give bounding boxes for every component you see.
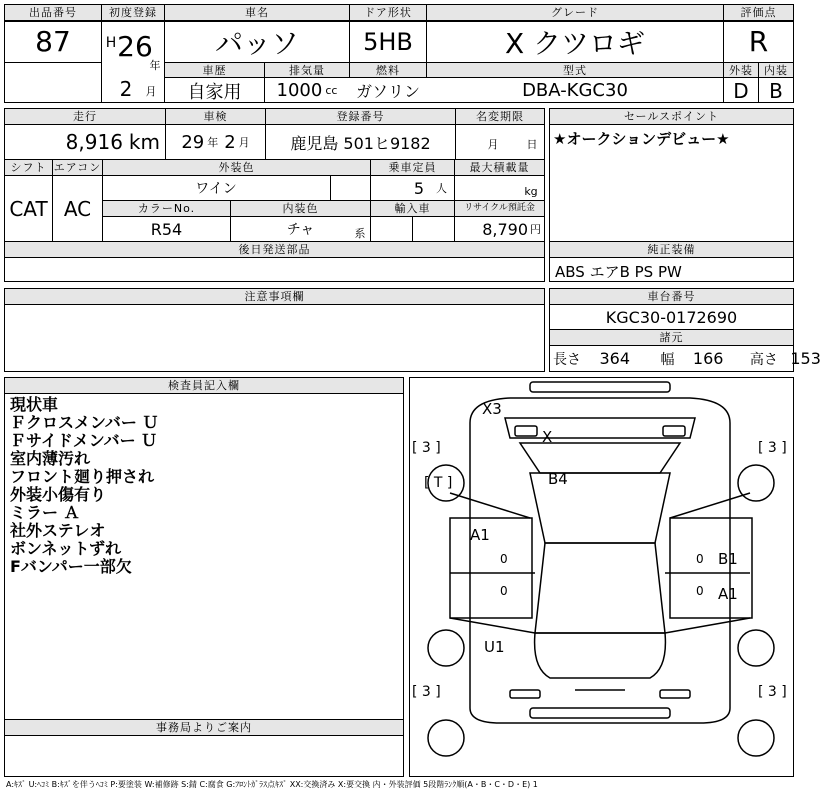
score: R — [748, 25, 769, 58]
mark-x: X — [542, 428, 553, 446]
interior-grade: B — [769, 78, 783, 103]
capacity-label: 乗車定員 — [370, 159, 455, 176]
first-reg-era: H — [105, 35, 117, 51]
standard-equipment: ABS エアB PS PW — [555, 263, 682, 281]
car-name-label: 車名 — [164, 4, 350, 21]
spec-height-label: 高さ — [749, 352, 778, 368]
spec-length-label: 長さ — [553, 352, 581, 368]
lot-no-label: 出品番号 — [4, 4, 102, 21]
mark-a1-right: A1 — [718, 585, 738, 603]
first-reg-label: 初度登録 — [101, 4, 165, 21]
grade: X クツロギ — [504, 26, 646, 60]
legend: A:ｷｽﾞ U:ﾍｺﾐ B:ｷｽﾞを伴うﾍｺﾐ P:要塗装 W:補修跡 S:錆 C:腐食 G:ﾌﾛﾝﾄｶﾞﾗｽ点ｷｽﾞ XX:交換済み X:要交換 内・外装評価 5段階ﾗﾝｸ順(A・B・C・D・E) 1 — [6, 780, 538, 789]
wheel-spare — [428, 720, 464, 756]
inspection-year-unit: 年 — [207, 136, 219, 149]
inspection-label: 車検 — [165, 108, 266, 125]
mark-zero: 0 — [696, 584, 704, 598]
exterior-label: 外装 — [723, 62, 759, 78]
history-label: 車歴 — [164, 62, 265, 78]
spec-width: 166 — [692, 349, 724, 368]
note-line: 外装小傷有り — [10, 485, 107, 504]
first-reg-month: 2 — [119, 77, 133, 101]
recycle-cell — [454, 217, 545, 241]
note-line: フロント廻り押され — [10, 467, 155, 486]
first-reg-year: 26 — [117, 29, 153, 63]
note-line: 室内薄汚れ — [10, 449, 91, 468]
ac-label: エアコン — [53, 161, 102, 174]
interior-label: 内装 — [758, 62, 794, 78]
damage-diagram — [409, 377, 794, 777]
taillight-left — [510, 690, 540, 698]
rear-bumper-outline — [530, 708, 670, 718]
first-reg-month-unit: 月 — [145, 85, 157, 98]
chassis-no: KGC30-0172690 — [605, 307, 738, 327]
capacity-unit: 人 — [436, 182, 447, 195]
inspector-label: 検査員記入欄 — [4, 377, 404, 394]
displacement: 1000 — [276, 80, 323, 101]
mark-b4: B4 — [548, 470, 568, 488]
max-load-unit: kg — [524, 184, 538, 198]
specs-label: 諸元 — [549, 329, 794, 346]
door: 5HB — [363, 27, 413, 56]
mark-u1: U1 — [484, 638, 505, 656]
mark-x3: X3 — [482, 400, 502, 418]
note-line: 現状車 — [10, 395, 59, 414]
sales-point-label: セールスポイント — [549, 108, 794, 125]
inspection-month-unit: 月 — [238, 136, 250, 149]
windshield — [520, 443, 680, 473]
exterior-grade: D — [733, 78, 749, 103]
shift: CAT — [9, 196, 48, 221]
left-side-panel — [450, 518, 532, 618]
sales-point: ★オークションデビュー★ — [553, 130, 730, 148]
cautions-label: 注意事項欄 — [4, 288, 545, 305]
fuel: ガソリン — [355, 82, 420, 101]
standard-equipment-label: 純正装備 — [549, 241, 794, 258]
wheel-rear-right — [738, 630, 774, 666]
mark-tire-spare: [ T ] — [424, 475, 453, 491]
bonnet — [505, 418, 695, 438]
mark-zero: 0 — [696, 552, 704, 566]
rear-gate — [535, 633, 666, 678]
recycle-label: リサイクル預託金 — [454, 200, 545, 217]
headlight-left — [515, 426, 537, 436]
wheel-spare-right — [738, 720, 774, 756]
wheel-front-right — [738, 465, 774, 501]
body-outline — [470, 398, 730, 723]
model: DBA-KGC30 — [522, 80, 628, 101]
score-label: 評価点 — [723, 4, 794, 21]
interior-color: チャ — [286, 222, 315, 238]
front-bumper-outline — [530, 382, 670, 392]
mileage-cell — [4, 125, 166, 159]
displacement-cell — [264, 78, 350, 103]
car-diagram-svg — [410, 378, 793, 776]
spec-length: 364 — [599, 349, 630, 368]
name-change-month-unit: 月 — [487, 138, 499, 151]
color-no: R54 — [150, 219, 183, 239]
reg-no: 鹿児島 501ヒ9182 — [290, 133, 431, 153]
note-line: ボンネットずれ — [10, 539, 122, 558]
note-line: Ｆサイドメンバー Ｕ — [10, 431, 158, 450]
wheel-rear-left — [428, 630, 464, 666]
mileage-label: 走行 — [4, 108, 166, 125]
mileage-unit: km — [128, 130, 160, 154]
car-name: パッソ — [214, 26, 299, 60]
mark-tire-bl: [ 3 ] — [412, 684, 441, 700]
recycle: 8,790 — [482, 219, 528, 239]
shift-label: シフト — [4, 159, 53, 176]
door-label: ドア形状 — [349, 4, 427, 21]
inspection-cell — [165, 125, 266, 159]
mark-tire-tl: [ 3 ] — [412, 440, 441, 456]
note-line: ミラー Ａ — [10, 503, 80, 522]
grade-label: グレード — [426, 4, 724, 21]
right-side-panel — [670, 518, 752, 618]
ac: AC — [63, 196, 92, 221]
model-label: 型式 — [426, 62, 724, 78]
max-load-label: 最大積載量 — [454, 159, 545, 176]
specs-row — [553, 349, 821, 369]
mark-tire-tr: [ 3 ] — [758, 440, 787, 456]
name-change-label: 名変期限 — [455, 108, 545, 125]
displacement-label: 排気量 — [264, 62, 350, 78]
inspection-year: 29 — [181, 131, 205, 153]
history: 自家用 — [187, 81, 242, 103]
import-label: 輸入車 — [370, 200, 455, 217]
mark-a1-left: A1 — [470, 526, 490, 544]
mark-b1: B1 — [718, 550, 738, 568]
rear-hatch — [535, 543, 665, 633]
displacement-unit: cc — [325, 84, 338, 97]
capacity: 5 — [413, 178, 424, 198]
color-no-label: カラーNo. — [102, 200, 231, 217]
name-change-day-unit: 日 — [526, 138, 538, 151]
note-line: Fバンパー一部欠 — [10, 557, 132, 576]
inspector-notes — [10, 396, 158, 576]
mark-zero: 0 — [500, 584, 508, 598]
office-label: 事務局よりご案内 — [4, 719, 404, 736]
headlight-right — [663, 426, 685, 436]
recycle-unit: 円 — [530, 223, 541, 236]
lot-no: 87 — [35, 25, 71, 58]
taillight-right — [660, 690, 690, 698]
reg-no-label: 登録番号 — [265, 108, 456, 125]
mark-zero: 0 — [500, 552, 508, 566]
inspection-month: 2 — [224, 131, 236, 153]
first-reg-year-unit: 年 — [149, 59, 161, 72]
note-line: 社外ステレオ — [10, 521, 106, 540]
capacity-cell — [370, 176, 455, 200]
delayed-parts-label: 後日発送部品 — [4, 241, 545, 258]
color-label: 外装色 — [102, 159, 371, 176]
note-line: Ｆクロスメンバー Ｕ — [10, 413, 159, 432]
spec-height: 153 — [790, 349, 821, 368]
fuel-label: 燃料 — [349, 62, 427, 78]
chassis-no-label: 車台番号 — [549, 288, 794, 305]
mileage: 8,916 — [65, 130, 123, 154]
color: ワイン — [195, 181, 237, 197]
mark-tire-br: [ 3 ] — [758, 684, 787, 700]
interior-color-unit: 系 — [354, 227, 366, 240]
interior-color-label: 内装色 — [230, 200, 371, 217]
spec-width-label: 幅 — [660, 352, 675, 368]
